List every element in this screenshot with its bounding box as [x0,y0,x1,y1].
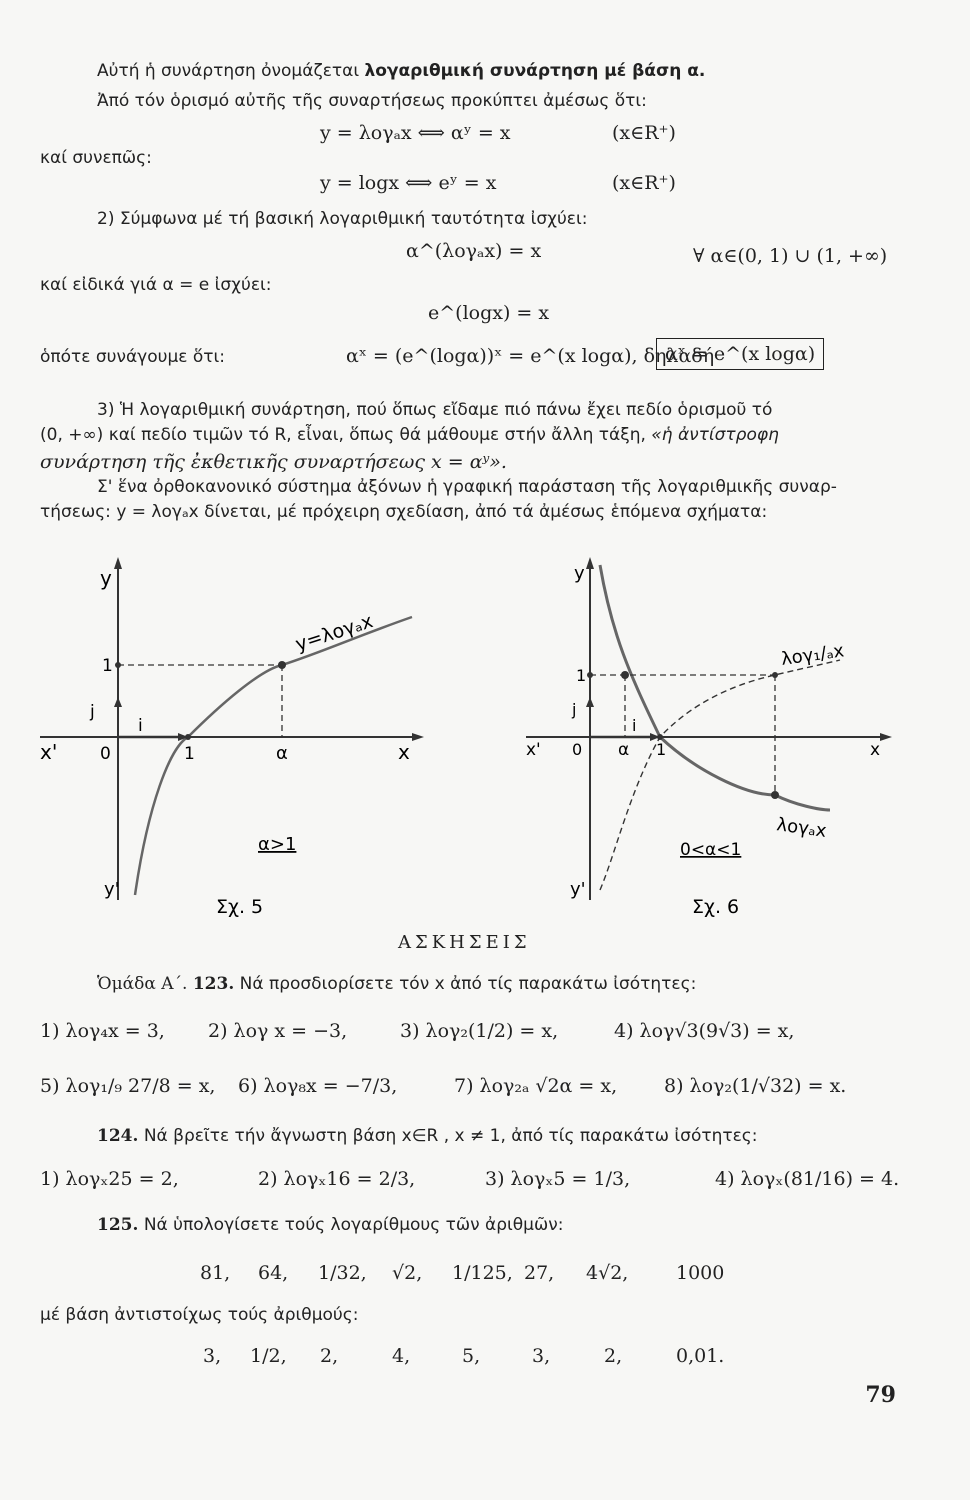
point-a-1 [278,661,286,669]
ex125-base-3: 2, [320,1345,339,1367]
exercise-number: 123. [192,974,235,994]
ex123-item-8: 8) λογ₂(1/√32) = x. [664,1075,847,1097]
ex123-item-2: 2) λογ x = −3, [208,1020,348,1042]
exercise-number: 124. [97,1126,139,1146]
identity-3: αˣ = (e^(logα))ˣ = e^(x logα), δηλαδή [346,345,715,367]
exercise-text: Νά βρεῖτε τήν ἄγνωστη βάση x∈R , x ≠ 1, ἀπό τίς παρακάτω ἰσότητες: [143,1126,758,1146]
ex125-base-2: 1/2, [250,1345,287,1367]
base-intro: μέ βάση ἀντιστοίχως τούς ἀριθμούς: [40,1305,359,1325]
ex123-item-1: 1) λογ₄x = 3, [40,1020,165,1042]
ex124-item-3: 3) λογₓ5 = 1/3, [485,1168,631,1190]
sec3-text: (0, +∞) καί πεδίο τιμῶν τό R, εἶναι, ὅπως θά μάθουμε στήν ἄλλη τάξη, [40,425,652,445]
label-y: y [100,566,112,590]
ex125-number-1: 81, [200,1262,231,1284]
equivalence-2: y = logx ⟺ eʸ = x [320,172,497,194]
figure-caption: Σχ. 6 [692,896,740,918]
unit-vector-j-arrow [586,697,594,707]
intro-line-1 [97,61,705,81]
label-a: α [276,743,288,764]
domain-2: (x∈R⁺) [612,172,676,194]
identity-2: e^(logx) = x [428,302,550,324]
exercise-number: 125. [97,1215,139,1235]
label-one-y: 1 [102,656,113,676]
identity-condition: ∀ α∈(0, 1) ∪ (1, +∞) [693,245,888,267]
label-j: j [572,700,577,719]
sec3-line-3: συνάρτηση τῆς ἐκθετικῆς συναρτήσεως x = αʸ». [40,451,507,473]
curve-label-top: λογ₁/ₐx [779,640,846,670]
ex125-number-4: √2, [392,1262,423,1284]
sec3-italic: «ἡ ἀντίστροφη [651,425,779,445]
sec2-line-2: καί εἰδικά γιά α = e ἰσχύει: [40,275,272,295]
label-a: α [618,740,630,760]
ex125-number-7: 4√2, [586,1262,629,1284]
point-0-1 [115,662,121,668]
condition-label: α>1 [258,834,297,855]
label-y-prime: y' [570,879,586,900]
x-axis-arrow [412,733,424,741]
ex125-number-2: 64, [258,1262,289,1284]
exercise-text: Νά ὑπολογίσετε τούς λογαρίθμους τῶν ἀριθμῶν: [143,1215,564,1235]
boxed-identity: αˣ = e^(x logα) [656,338,824,370]
label-i: i [632,716,637,735]
ex123-item-3: 3) λογ₂(1/2) = x, [400,1020,559,1042]
ex125-number-8: 1000 [676,1262,725,1284]
sec3-line-4: Σ' ἕνα ὀρθοκανονικό σύστημα ἀξόνων ἡ γραφική παράσταση τῆς λογαριθμικῆς συναρ- [97,477,837,497]
ex124-item-2: 2) λογₓ16 = 2/3, [258,1168,416,1190]
ex123-item-6: 6) λογ₈x = −7/3, [238,1075,398,1097]
ex125-base-8: 0,01. [676,1345,725,1367]
sec2-line-3: ὁπότε συνάγουμε ὅτι: [40,347,225,367]
log-curve-a-lt-1 [600,565,830,810]
ex125-base-7: 2, [604,1345,623,1367]
label-i: i [138,716,143,736]
exercise-125-intro [97,1215,563,1235]
exercise-123-intro [97,974,696,994]
domain-1: (x∈R⁺) [612,122,676,144]
label-one-x: 1 [184,744,195,764]
label-x-prime: x' [526,740,541,760]
ex124-item-1: 1) λογₓ25 = 2, [40,1168,179,1190]
label-x: x [870,740,881,760]
sec3-line-2 [40,425,779,445]
label-one-y: 1 [576,666,587,685]
intro-bold: λογαριθμική συνάρτηση μέ βάση α. [364,61,706,81]
label-one-x: 1 [656,740,667,759]
ex123-item-4: 4) λογ√3(9√3) = x, [614,1020,795,1042]
label-x-prime: x' [40,740,58,764]
label-origin: 0 [572,740,583,759]
identity-1: α^(λογₐx) = x [406,240,542,262]
ex125-base-1: 3, [203,1345,222,1367]
figure-6 [520,555,920,925]
label-j: j [90,702,95,722]
figure-5 [30,555,440,925]
exercises-heading: ΑΣΚΗΣΕΙΣ [398,932,531,953]
ex123-item-7: 7) λογ₂ₐ √2α = x, [454,1075,618,1097]
condition-label: 0<α<1 [680,840,742,860]
point-a-1 [621,671,629,679]
figure-caption: Σχ. 5 [216,896,264,918]
ex125-base-5: 5, [462,1345,481,1367]
group-label: Ὁμάδα Α΄. [97,974,188,994]
exercise-124-intro [97,1126,758,1146]
ex123-item-5: 5) λογ₁/₉ 27/8 = x, [40,1075,216,1097]
ex125-base-4: 4, [392,1345,411,1367]
point-lower [771,791,779,799]
curve-label: y=λογₐx [292,610,376,656]
point-0-1 [587,672,593,678]
intro-line-2: Ἀπό τόν ὁρισμό αὐτῆς τῆς συναρτήσεως προκύπτει ἀμέσως ὅτι: [97,91,647,111]
intro-text: Αὐτή ἡ συνάρτηση ὀνομάζεται [97,61,365,81]
ex124-item-4: 4) λογₓ(81/16) = 4. [715,1168,900,1190]
curve-label-bottom: λογₐx [775,814,828,842]
label-y-prime: y' [104,879,120,900]
sec3-line-1: 3) Ἡ λογαριθμική συνάρτηση, πού ὅπως εἴδαμε πιό πάνω ἔχει πεδίο ὁρισμοῦ τό [97,400,773,420]
unit-vector-j-arrow [114,697,122,707]
ex125-number-6: 27, [524,1262,555,1284]
page-number: 79 [865,1382,896,1408]
ex125-base-6: 3, [532,1345,551,1367]
exercise-text: Νά προσδιορίσετε τόν x ἀπό τίς παρακάτω ἰσότητες: [239,974,697,994]
sec3-line-5: τήσεως: y = λογₐx δίνεται, μέ πρόχειρη σχεδίαση, ἀπό τά ἀμέσως ἑπόμενα σχήματα: [40,502,768,522]
label-x: x [398,740,410,764]
y-axis-arrow [586,557,594,569]
ex125-number-3: 1/32, [318,1262,367,1284]
intro-line-3: καί συνεπῶς: [40,148,152,168]
y-axis-arrow [114,557,122,569]
ex125-number-5: 1/125, [452,1262,513,1284]
label-origin: 0 [100,744,111,764]
x-axis-arrow [880,733,892,741]
point-upper [772,672,778,678]
label-y: y [574,563,585,584]
equivalence-1: y = λογₐx ⟺ αʸ = x [320,122,511,144]
sec2-line-1: 2) Σύμφωνα μέ τή βασική λογαριθμική ταυτότητα ἰσχύει: [97,209,588,229]
